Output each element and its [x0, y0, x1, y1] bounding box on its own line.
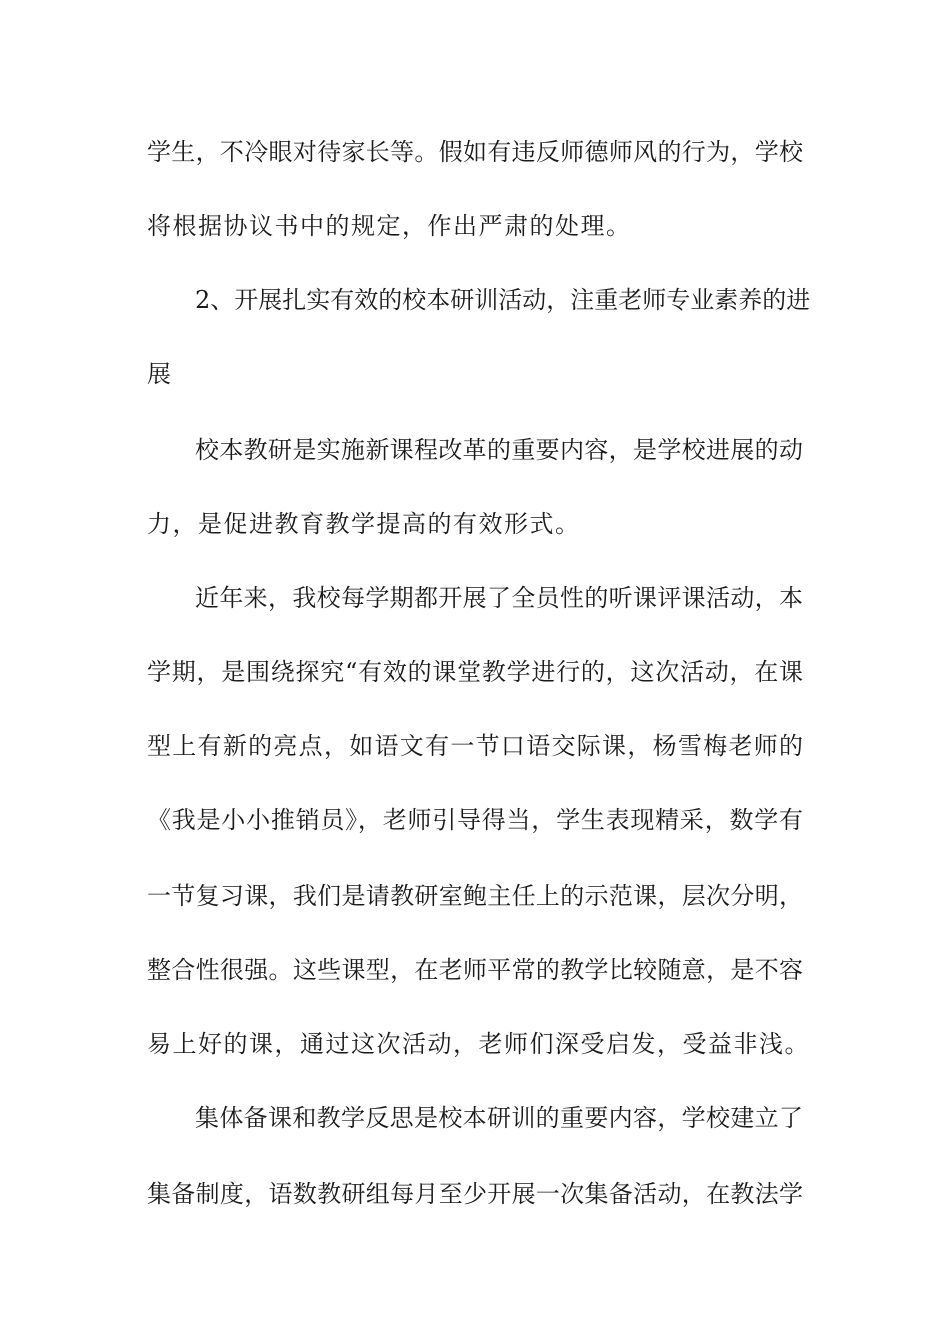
text-line-8: 学期，是围绕探究“有效的课堂教学进行的，这次活动，在课 — [147, 658, 803, 686]
text-line-14: 集体备课和教学反思是校本研训的重要内容，学校建立了 — [195, 1104, 803, 1132]
text-line-12: 整合性很强。这些课型，在老师平常的教学比较随意，是不容 — [147, 956, 803, 984]
text-line-6: 力，是促进教育教学提高的有效形式。 — [147, 510, 581, 538]
section-heading-2-cont: 展 — [147, 360, 173, 388]
text-line-11: 一节复习课，我们是请教研室鲍主任上的示范课，层次分明， — [147, 882, 803, 910]
section-heading-2: 2、开展扎实有效的校本研训活动，注重老师专业素养的进 — [195, 286, 811, 314]
text-line-7: 近年来，我校每学期都开展了全员性的听课评课活动，本 — [195, 584, 803, 612]
text-line-9: 型上有新的亮点，如语文有一节口语交际课，杨雪梅老师的 — [147, 732, 803, 760]
text-line-10: 《我是小小推销员》，老师引导得当，学生表现精采，数学有 — [147, 806, 803, 834]
text-line-1: 学生，不冷眼对待家长等。假如有违反师德师风的行为，学校 — [147, 138, 803, 166]
text-line-13: 易上好的课，通过这次活动，老师们深受启发，受益非浅。 — [147, 1030, 810, 1058]
text-line-5: 校本教研是实施新课程改革的重要内容，是学校进展的动 — [195, 436, 803, 464]
text-line-2: 将根据协议书中的规定，作出严肃的处理。 — [147, 212, 632, 240]
text-line-15: 集备制度，语数教研组每月至少开展一次集备活动，在教法学 — [147, 1180, 803, 1208]
